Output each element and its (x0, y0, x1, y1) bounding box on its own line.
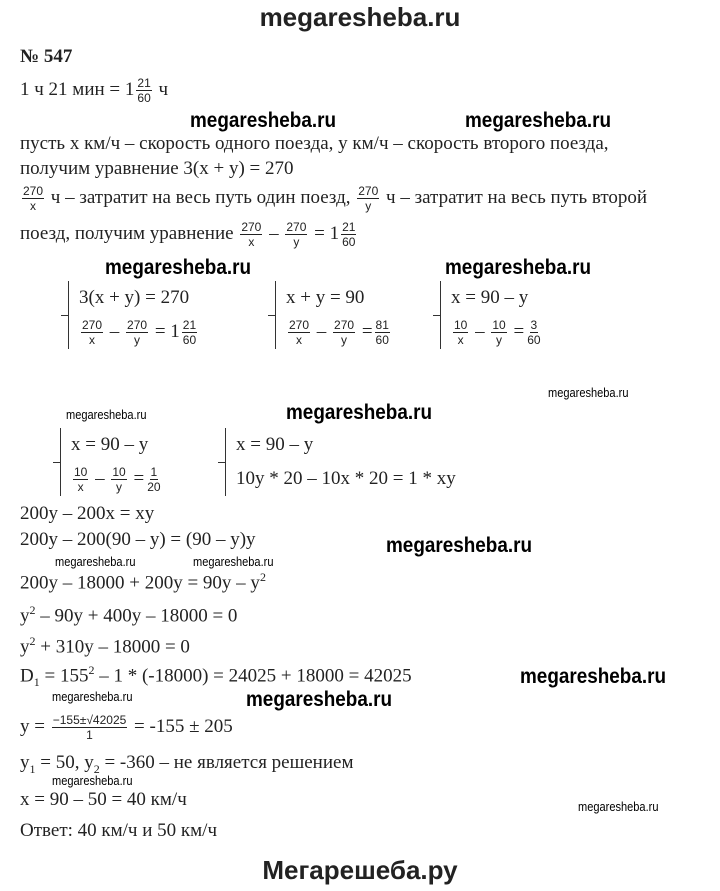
denominator: 20 (147, 479, 161, 494)
denominator: 60 (375, 332, 389, 347)
denominator: y (116, 479, 123, 494)
line-let: пусть х км/ч – скорость одного поезда, у км/ч – скорость второго поезда, (20, 133, 609, 154)
text: – (95, 468, 105, 489)
system-2 (275, 281, 392, 349)
line-time (20, 76, 168, 105)
numerator: 10 (74, 464, 88, 479)
watermark: megaresheba.ru (386, 534, 533, 557)
text: – (475, 321, 485, 342)
fraction (111, 465, 126, 494)
denominator: 60 (137, 91, 151, 105)
numerator: 270 (23, 184, 44, 198)
numerator: −155±√42025 (52, 713, 127, 727)
numerator: 21 (137, 76, 151, 90)
watermark: megaresheba.ru (548, 385, 629, 400)
text: y (20, 636, 30, 658)
numerator: 10 (492, 317, 506, 332)
watermark: megaresheba.ru (52, 773, 133, 788)
line-time-expressions (20, 184, 647, 213)
subscript: 2 (93, 761, 100, 776)
text: поезд, получим уравнение (20, 222, 234, 244)
system-3 (440, 281, 544, 349)
fraction (81, 318, 103, 347)
fraction (22, 184, 44, 213)
fraction (375, 318, 390, 347)
numerator: 270 (82, 317, 103, 332)
fraction (526, 318, 541, 347)
denominator: x (296, 332, 303, 347)
denominator: x (30, 199, 37, 213)
watermark: megaresheba.ru (465, 109, 612, 132)
numerator: 21 (182, 317, 197, 332)
fraction (73, 465, 88, 494)
subscript: 1 (33, 675, 40, 690)
numerator: 1 (150, 464, 158, 479)
denominator: 1 (86, 728, 93, 742)
watermark: megaresheba.ru (445, 256, 592, 279)
watermark: megaresheba.ru (52, 689, 133, 704)
numerator: 10 (112, 464, 126, 479)
text: = -360 – не является решением (99, 752, 354, 773)
denominator: y (496, 332, 503, 347)
fraction (453, 318, 468, 347)
fraction (333, 318, 355, 347)
fraction (341, 220, 356, 249)
text: – (109, 321, 120, 342)
text: = 155 (39, 665, 89, 687)
denominator: y (365, 199, 372, 213)
subscript: 1 (29, 761, 36, 776)
system-4 (60, 428, 164, 496)
fraction (126, 318, 148, 347)
system-5 (225, 428, 456, 496)
numerator: 270 (127, 317, 148, 332)
text: = (361, 321, 373, 342)
exponent: 2 (29, 603, 36, 617)
system-row: 3(x + y) = 270 (79, 287, 190, 308)
numerator: 3 (530, 317, 538, 332)
numerator: 270 (358, 184, 379, 198)
denominator: x (457, 332, 464, 347)
numerator: 10 (454, 317, 468, 332)
system-row (451, 315, 544, 349)
watermark: megaresheba.ru (190, 109, 337, 132)
numerator: 81 (375, 317, 389, 332)
text: ч – затратит на весь путь второй (386, 186, 648, 208)
denominator: y (341, 332, 348, 347)
text: = (513, 321, 525, 342)
fraction (285, 220, 307, 249)
system-row: x = 90 – y (236, 434, 314, 455)
text: = 1 (154, 321, 180, 342)
denominator: y (134, 332, 141, 347)
text: + 310y – 18000 = 0 (35, 636, 190, 658)
line-step-5 (20, 634, 190, 658)
watermark: megaresheba.ru (55, 554, 136, 569)
answer: Ответ: 40 км/ч и 50 км/ч (20, 820, 217, 841)
denominator: x (77, 479, 84, 494)
system-row: x = 90 – y (451, 287, 529, 308)
denominator: 60 (527, 332, 541, 347)
denominator: y (293, 235, 300, 249)
numerator: 270 (289, 317, 310, 332)
system-row: x = 90 – y (71, 434, 149, 455)
numerator: 270 (241, 220, 262, 234)
exponent: 2 (29, 634, 36, 648)
numerator: 21 (342, 220, 356, 234)
text: y (20, 605, 30, 627)
text: D (20, 665, 34, 687)
fraction (136, 76, 151, 105)
text: – (269, 222, 279, 244)
exponent: 2 (88, 663, 95, 677)
text: 200y – 18000 + 200y = 90y – y (20, 572, 260, 594)
numerator: 270 (286, 220, 307, 234)
system-row: x + y = 90 (286, 287, 365, 308)
text: = -155 ± 205 (134, 715, 233, 737)
fraction (52, 713, 128, 742)
fraction (357, 184, 379, 213)
watermark: megaresheba.ru (520, 665, 667, 688)
denominator: 60 (342, 235, 356, 249)
line-discriminant (20, 663, 412, 690)
line-x-value: x = 90 – 50 = 40 км/ч (20, 789, 187, 810)
system-row: 10y * 20 – 10x * 20 = 1 * xy (236, 468, 456, 489)
line-step-3 (20, 570, 266, 594)
fraction (288, 318, 310, 347)
watermark: megaresheba.ru (66, 407, 147, 422)
fraction (240, 220, 262, 249)
watermark: megaresheba.ru (193, 554, 274, 569)
site-header: megaresheba.ru (259, 2, 461, 32)
watermark: megaresheba.ru (578, 799, 659, 814)
fraction (491, 318, 506, 347)
text: – 1 * (-18000) = 24025 + 18000 = 42025 (94, 665, 412, 687)
line-step-1: 200y – 200x = xy (20, 503, 155, 524)
fraction (182, 318, 197, 347)
system-1 (68, 281, 199, 349)
text: = 50, y (35, 752, 94, 773)
denominator: x (89, 332, 96, 347)
system-row (71, 462, 164, 496)
denominator: 60 (182, 332, 197, 347)
text: y = (20, 715, 45, 737)
text: ч – затратит на весь путь один поезд, (50, 186, 351, 208)
line-step-4 (20, 603, 237, 627)
line-step-2: 200y – 200(90 – y) = (90 – y)y (20, 529, 256, 550)
text: 1 ч 21 мин = 1 (20, 78, 135, 100)
text: ч (158, 78, 169, 100)
denominator: x (248, 235, 255, 249)
watermark: megaresheba.ru (246, 688, 393, 711)
site-footer: Мегарешеба.ру (262, 855, 458, 885)
text: = 1 (314, 222, 340, 244)
numerator: 270 (334, 317, 355, 332)
text: – (316, 321, 327, 342)
fraction (146, 465, 161, 494)
line-equation-2 (20, 220, 358, 249)
line-equation-1: получим уравнение 3(x + y) = 270 (20, 158, 294, 179)
text: – 90y + 400y – 18000 = 0 (35, 605, 238, 627)
system-row (79, 315, 199, 349)
problem-number: № 547 (20, 46, 73, 67)
system-row (286, 315, 392, 349)
watermark: megaresheba.ru (105, 256, 252, 279)
line-roots-formula (20, 713, 233, 742)
exponent: 2 (259, 570, 266, 584)
text: = (133, 468, 145, 489)
text: y (20, 752, 30, 773)
watermark: megaresheba.ru (286, 401, 433, 424)
